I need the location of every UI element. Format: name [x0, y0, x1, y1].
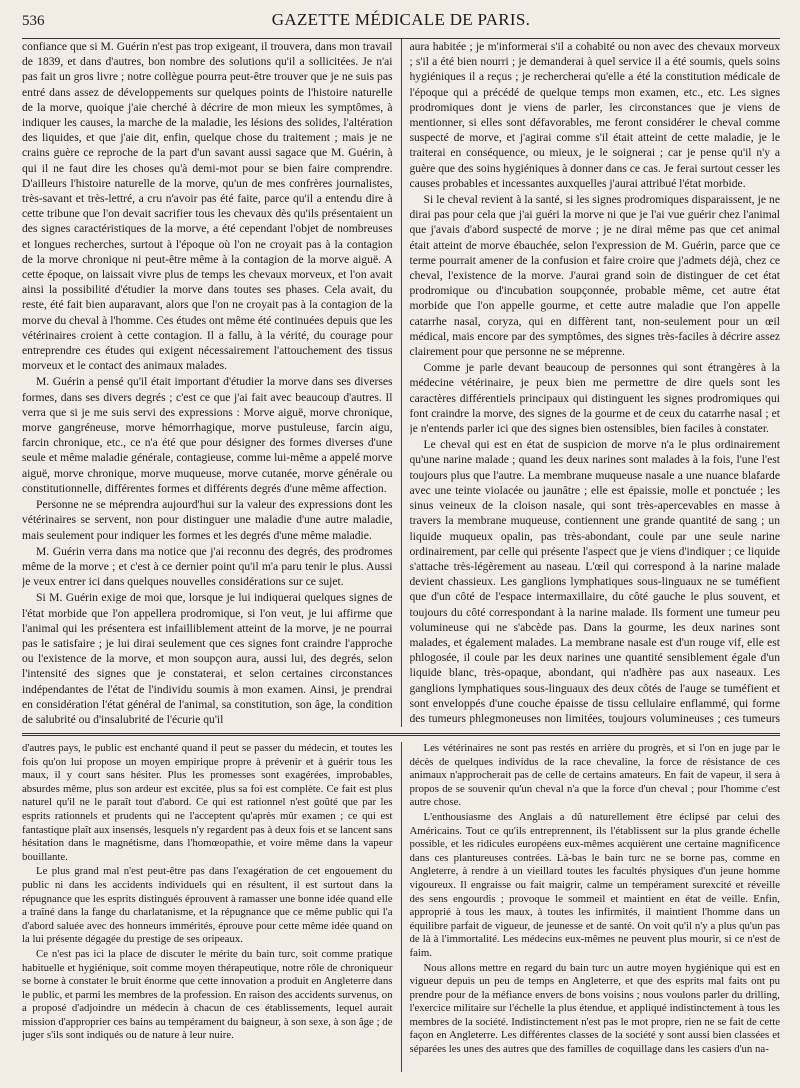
- lower-right-column: [410, 742, 781, 1072]
- paragraph: Comme je parle devant beaucoup de personnes qui sont étrangères à la médecine vétérinaire, je peux bien me permettre de dire quels sont les caractères différentiels principaux qui distinguent les signes prodromiques qui font craindre la morve, des signes de la gourme et de ceux du catarrhe nasal ; et je n'entends parler ici que des signes bien ostensibles, bien faciles à constater.: [409, 361, 780, 436]
- upper-left-column: [22, 39, 393, 727]
- paragraph: d'autres pays, le public est enchanté quand il peut se passer du médecin, et toutes les fois qu'on lui propose un moyen empirique propre à prévenir et à guérir tous les maux, il y court sans hésiter. Plus les promesses sont exagérées, improbables, absurdes même, plus son ardeur est excitée, plus sa foi est complète. Ce fait est plus naturel qu'il ne le paraît tout d'abord. Ce qui est rationnel n'est goûté que par les esprits rationnels et prudents qui ne l'acceptent qu'après mûr examen ; ce qui est fantastique plaît aux insensés, lesquels n'y regardent pas à deux fois et se lancent sans hésitation dans le magnétisme, dans l'homœopathie, et voire même dans la vapeur bouillante.: [22, 742, 393, 863]
- paragraph: confiance que si M. Guérin n'est pas trop exigeant, il trouvera, dans mon travail de 1839, et dans d'autres, bon nombre des solutions qu'il a sollicitées. Je n'ai pas fait un gros livre ; notre collègue pourra peut-être trouver que je ne suis pas entré dans assez de développements sur quelques points de l'histoire naturelle de la morve, quoique j'aie cherché à décrire de mon mieux les symptômes, à indiquer les causes, la marche de la maladie, les lésions des solides, l'altération des liquides, et que j'aie dit, enfin, quelque chose du traitement ; mais je ne crains guère ce reproche de la part d'un savant aussi sagace que M. Guérin, à qui il ne faut dire les choses qu'à demi-mot pour se bien faire comprendre. D'ailleurs l'histoire naturelle de la morve, qu'un de mes confrères journalistes, très-savant et très-lettré, a cru n'avoir pas été faite, parce qu'il a entendu dire à cette tribune que l'on devait sacrifier tous les chevaux dès qu'ils présentaient un des signes caractéristiques de la morve, a été cependant l'objet de nombreuses et longues recherches, surtout à l'époque où l'on ne croyait pas à la contagion de la morve chronique ni peut-être même à la contagion de la morve aiguë. A cette époque, on laissait vivre plus de temps les chevaux morveux, et l'on avait ainsi la possibilité d'étudier la morve dans toutes ses phases. Cela avait, du reste, été fait bien auparavant, alors que l'on ne croyait pas à la contagion de la morve du cheval à l'homme. Ces études ont même été continuées depuis que les vétérinaires croient à cette contagion. Il a fallu, à la vérité, du courage pour entreprendre ces études qui exigent nécessairement l'attouchement des tissus morveux et le contact des animaux malades.: [22, 40, 393, 373]
- paragraph: Nous allons mettre en regard du bain turc un autre moyen hygiénique qui est en vigueur depuis un peu de temps en Angleterre, et que des esprits mal faits ont pu prendre pour de la méfiance envers de bons voisins ; nous voulons parler du drilling, l'exercice militaire sur l'échelle la plus étendue, et appliqué indistinctement à tous les membres de la société. Indistinctement n'est pas le mot propre, rien ne se fait de cette façon en Angleterre. Les différentes classes de la société y sont aussi bien classées et séparées les unes des autres que des familles de coquillage dans les casiers d'un na-: [409, 961, 780, 1056]
- upper-right-column: [410, 39, 781, 727]
- paragraph: Si M. Guérin exige de moi que, lorsque je lui indiquerai quelques signes de l'état morbide que l'on appellera prodromique, si l'on veut, je lui affirme que l'animal qui les présentera est infailliblement atteint de la morve, je ne pourrai pas le satisfaire ; je lui dirai seulement que ces signes font craindre l'approche ou l'existence de la morve, et mon soupçon aura, aussi lui, des degrés, selon l'intensité des signes que je constaterai, et selon certaines circonstances indépendantes de l'état de l'individu soumis à mon examen. Ainsi, je prendrai en considération l'état général de l'animal, sa constitution, son âge, la condition de salubrité ou d'insalubrité de l'écurie qu'il: [22, 591, 393, 726]
- paragraph: L'enthousiasme des Anglais a dû naturellement être éclipsé par celui des Américains. Tout ce qu'ils entreprennent, ils l'établissent sur la plus grande échelle possible, et les ridicules européens eux-mêmes acquièrent une certaine magnificence dans ces plantureuses contrées. Là-bas le bain turc ne se borne pas, comme en Angleterre, à rendre à un vieillard toutes les facultés physiques d'un jeune homme vigoureux. Il engraisse ou fait maigrir, calme un tempérament surexcité et réveille des sens engourdis ; provoque le sommeil et maintient en état de veille. Enfin, approprié à tous les maux, à toutes les infirmités, il maintient l'homme dans un équilibre parfait de vigueur, de jeunesse et de santé. On voit qu'il n'y a plus qu'un pas de là à l'immortalité. Les médecins eux-mêmes ne peuvent plus mourir, si ce n'est de faim.: [409, 810, 780, 959]
- paragraph: M. Guérin verra dans ma notice que j'ai reconnu des degrés, des prodromes même de la morve ; et c'est à ce dernier point qu'il m'a paru tenir le plus. Aussi je veux entrer ici dans quelques nouvelles considérations sur ce sujet.: [22, 544, 393, 589]
- page-header: [22, 10, 780, 34]
- lower-left-column: [22, 742, 393, 1072]
- paragraph: Ce n'est pas ici la place de discuter le mérite du bain turc, soit comme pratique habituelle et hygiénique, soit comme moyen thérapeutique, notre rôle de chroniqueur se borne à constater le bruit énorme que cette innovation a produit en Angleterre dans le public, et parmi les membres de la profession. En raison des accidents survenus, on a proposé d'adjoindre un médecin à chacun de ces établissements, lequel aurait mission d'approprier ces bains au tempérament du baigneur, à son sexe, à son âge ; de juger s'ils sont indiqués ou de nature à leur nuire.: [22, 947, 393, 1042]
- running-title: GAZETTE MÉDICALE DE PARIS.: [271, 10, 531, 29]
- upper-section: [22, 39, 780, 727]
- lower-section: [22, 742, 780, 1072]
- paragraph: Le cheval qui est en état de suspicion de morve n'a le plus ordinairement qu'une narine malade ; quand les deux narines sont malades à la fois, l'une l'est toujours plus que l'autre. La membrane muqueuse nasale a une nuance blafarde avec une teinte violacée ou jaunâtre ; elle est épaissie, molle et ponctuée ; les sinus veineux de la cloison nasale, qui sont très-apercevables en masse à travers la membrane muqueuse, contiennent une grande quantité de sang ; un liquide muqueux opalin, pas très-abondant, coule par une seule narine ordinairement, par celle qui présente l'aspect que je viens d'indiquer ; ce liquide s'attache très-légèrement au naseau. L'œil qui correspond à la narine malade devient chassieux. Les ganglions lymphatiques sous-linguaux ne se tuméfient que d'un côté de l'espace intermaxillaire, du côté gauche le plus souvent, et toujours du côté correspondant à la narine malade. Ils forment une tumeur peu volumineuse qui ne s'abcède pas. Dans la gourme, les deux narines sont malades, et également malades. La membrane nasale est d'un rouge vif, elle est phlogosée, il coule par les deux narines une quantité sensiblement égale d'un liquide blanc, très-opaque, abondant, qui n'adhère pas aux naseaux. Les ganglions lymphatiques sous-linguaux des deux côtés de l'auge se tuméfient et sont enveloppés d'une couche épaisse de tissu cellulaire enflammé, qui forme des tumeurs phlegmoneuses non limitées, toujours volumineuses ; ces tumeurs: [409, 438, 780, 725]
- paragraph: Le plus grand mal n'est peut-être pas dans l'exagération de cet engouement du public ni dans les accidents individuels qui en résultent, il est surtout dans la répugnance que les esprits distingués éprouvent à ramasser une bonne idée quand elle a traîné dans la fange du charlatanisme, et la répugnance que ce même public qui l'a d'abord saluée avec des honneurs immérités, éprouve pour cette même idée quand on la lui présente dégagée du prestige de ses oripeaux.: [22, 865, 393, 946]
- paragraph: Les vétérinaires ne sont pas restés en arrière du progrès, et si l'on en juge par le décès de quelques individus de la race chevaline, la force de résistance de ces animaux n'approcherait pas de celle de certains amateurs. En fait de vapeur, il sera à propos de se souvenir qu'un cheval n'a que la force d'un cheval ; pour l'homme c'est autre chose.: [409, 742, 780, 809]
- column-divider: [401, 742, 402, 1072]
- paragraph: M. Guérin a pensé qu'il était important d'étudier la morve dans ses diverses formes, dans ses divers degrés ; c'est ce que j'ai fait avec beaucoup d'autres. Il verra que si je me suis servi des expressions : Morve aiguë, morve chronique, morve gangréneuse, morve hémorrhagique, morve pustuleuse, farcin aigu, farcin chronique, etc., ce n'a été que pour désigner des formes diverses d'une seule et même maladie générale, contagieuse, comme lui-même a appelé morve aiguë, morve chronique, morve muqueuse, morve cutanée, morve générale ou constitutionnelle, différentes formes et différents degrés d'une même affection.: [22, 375, 393, 495]
- paragraph: aura habitée ; je m'informerai s'il a cohabité ou non avec des chevaux morveux ; s'il a été bien nourri ; je demanderai à quel service il a été soumis, quels soins hygiéniques il a reçus ; je rechercherai qu'elle a été la constitution médicale de l'époque qui a précédé de quelque temps mon examen, etc., etc. Les signes prodromiques dont je viens de parler, les circonstances que je viens de mentionner, si elles sont défavorables, me feront considérer le cheval comme suspecté de morve, et j'agirai comme s'il était atteint de cette maladie, je le traiterai en conséquence, ou mieux, je le soignerai ; car je pense qu'il n'y a guère que des soins hygiéniques à donner dans ce cas. Je ferai surtout cesser les causes probables et incessantes auxquelles j'aurai attribué l'état morbide.: [409, 40, 780, 190]
- page-number: 536: [22, 13, 45, 29]
- paragraph: Si le cheval revient à la santé, si les signes prodromiques disparaissent, je ne dirai pas pour cela que j'ai guéri la morve ni que je l'ai vue guérir chez l'animal que j'avais d'abord suspecté de morve ; je ne dirai même pas que cet animal était atteint de morve ébauchée, selon l'expression de M. Guérin, parce que ce terme pourrait amener de la confusion et faire croire que j'admets déjà, chez ce cheval, l'existence de la morve. J'aurai grand soin de distinguer de cet état prodromique ou d'incubation soupçonnée, probable même, cet autre état morbide que l'on appelle gourme, et cette autre maladie que l'on appelle catarrhe nasal, coryza, qui en diffèrent tant, non-seulement pour un œil médical, mais encore par des symptômes, des signes très-faciles à décrire assez clairement pour que personne ne se méprenne.: [409, 193, 780, 359]
- paragraph: Personne ne se méprendra aujourd'hui sur la valeur des expressions dont les vétérinaires se servent, non pour distinguer une maladie d'une autre maladie, mais seulement pour indiquer les formes et les degrés d'une même maladie.: [22, 498, 393, 542]
- column-divider: [401, 39, 402, 727]
- section-rule: [22, 733, 780, 736]
